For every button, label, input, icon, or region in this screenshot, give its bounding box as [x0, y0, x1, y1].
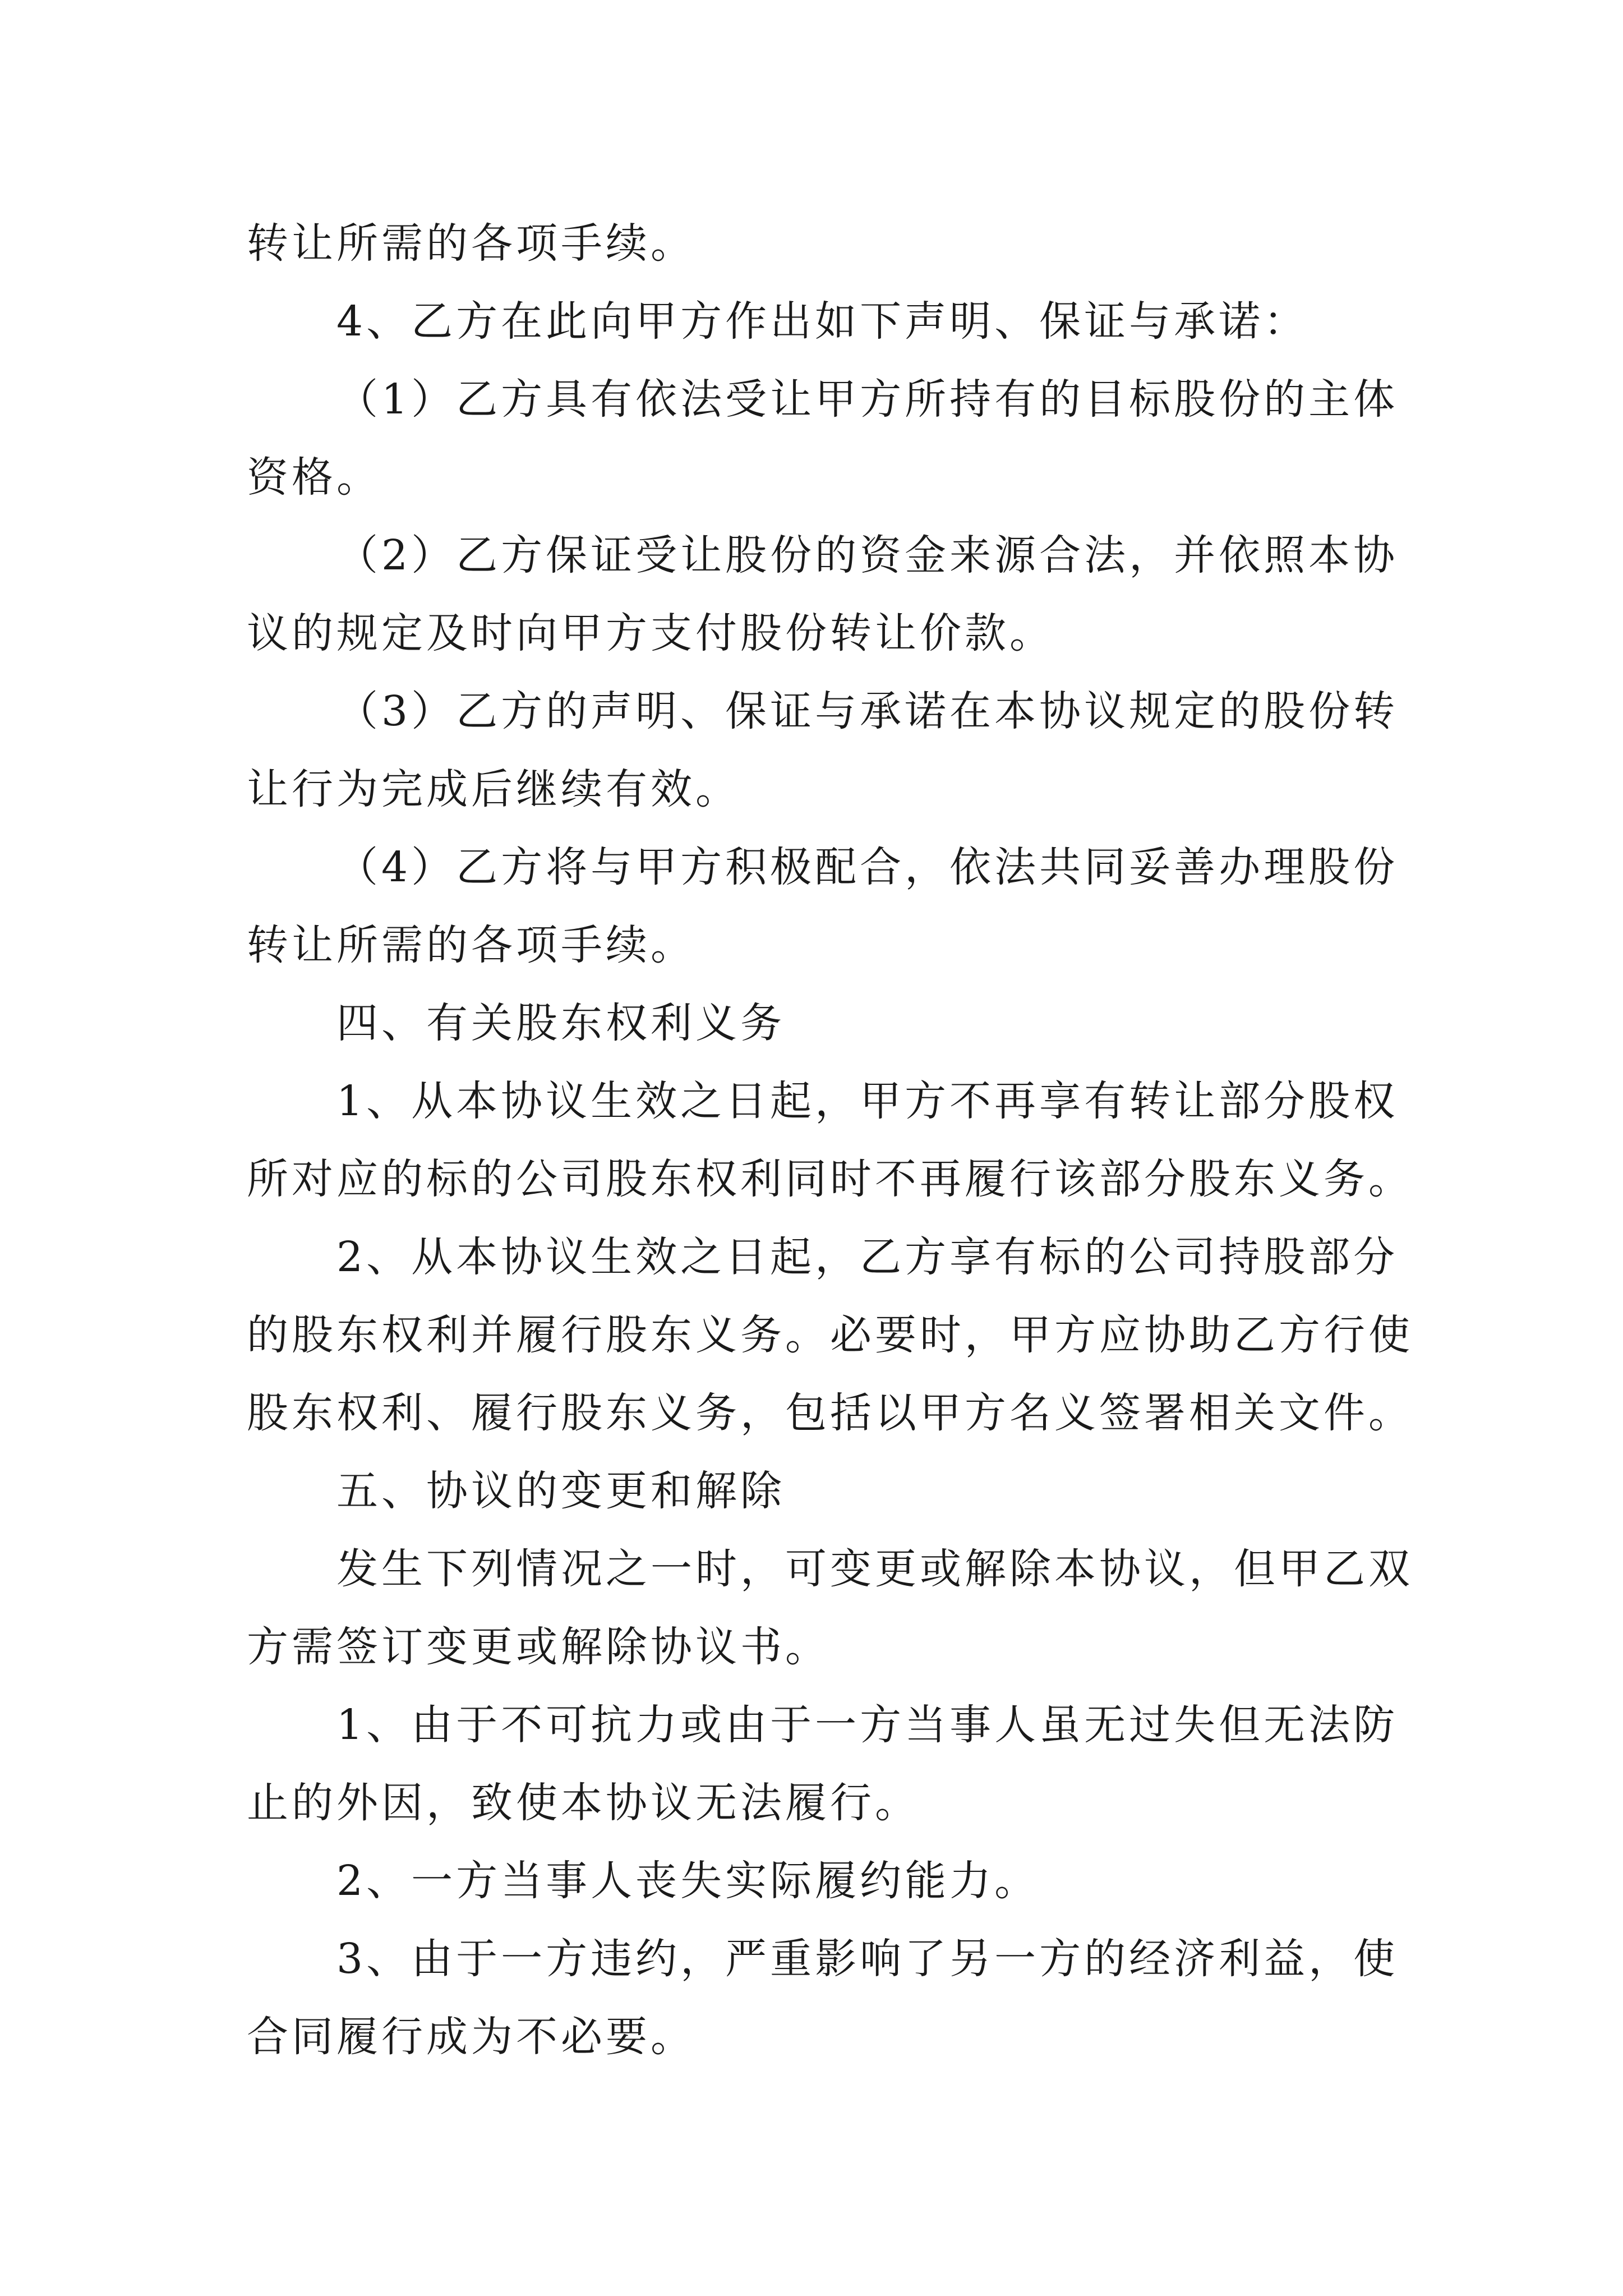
text-line: 转让所需的各项手续。 — [247, 219, 695, 268]
text-line: 1、从本协议生效之日起，甲方不再享有转让部分股权 — [336, 1077, 1399, 1125]
text-line: 转让所需的各项手续。 — [247, 921, 695, 969]
text-line: 所对应的标的公司股东权利同时不再履行该部分股东义务。 — [247, 1155, 1413, 1203]
text-line: 4、乙方在此向甲方作出如下声明、保证与承诺： — [336, 297, 1309, 346]
text-line: 2、一方当事人丧失实际履约能力。 — [336, 1857, 1040, 1905]
text-line: 让行为完成后继续有效。 — [247, 765, 740, 813]
document-body — [247, 205, 1413, 2076]
text-line: 2、从本协议生效之日起，乙方享有标的公司持股部分 — [336, 1233, 1399, 1281]
section-heading: 五、协议的变更和解除 — [336, 1467, 785, 1515]
text-line: （3）乙方的声明、保证与承诺在本协议规定的股份转 — [336, 687, 1399, 735]
section-heading: 四、有关股东权利义务 — [336, 999, 785, 1047]
text-line: 1、由于不可抗力或由于一方当事人虽无过失但无法防 — [336, 1701, 1399, 1749]
text-line: 止的外因，致使本协议无法履行。 — [247, 1779, 920, 1827]
text-line: 资格。 — [247, 453, 381, 501]
text-line: 3、由于一方违约，严重影响了另一方的经济利益，使 — [336, 1935, 1399, 1983]
text-line: 股东权利、履行股东义务，包括以甲方名义签署相关文件。 — [247, 1389, 1413, 1437]
text-line: （4）乙方将与甲方积极配合，依法共同妥善办理股份 — [336, 843, 1399, 891]
text-line: 议的规定及时向甲方支付股份转让价款。 — [247, 609, 1054, 657]
text-line: 发生下列情况之一时，可变更或解除本协议，但甲乙双 — [336, 1545, 1413, 1593]
text-line: 方需签订变更或解除协议书。 — [247, 1623, 830, 1671]
text-line: （2）乙方保证受让股份的资金来源合法，并依照本协 — [336, 531, 1399, 579]
text-line: 的股东权利并履行股东义务。必要时，甲方应协助乙方行使 — [247, 1311, 1413, 1359]
text-line: （1）乙方具有依法受让甲方所持有的目标股份的主体 — [336, 375, 1399, 424]
text-line: 合同履行成为不必要。 — [247, 2013, 695, 2061]
